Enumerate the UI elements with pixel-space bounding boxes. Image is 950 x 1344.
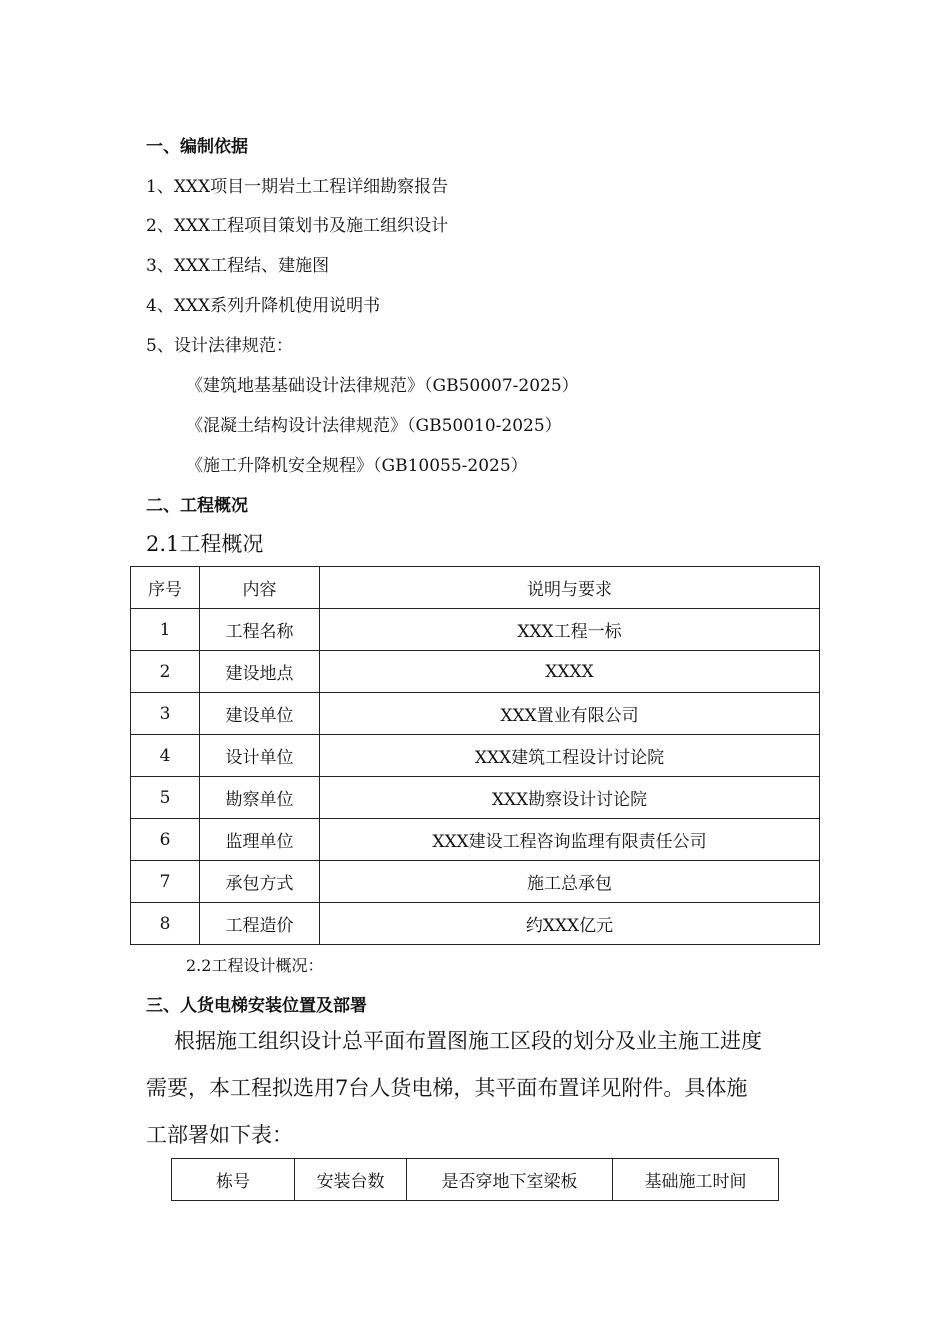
table-cell: 4: [131, 735, 200, 777]
code-item-3: 《施工升降机安全规程》（GB10055-2025）: [186, 456, 528, 476]
table-cell: 工程名称: [200, 609, 320, 651]
table-cell: 6: [131, 819, 200, 861]
basis-item-4: 4、XXX系列升降机使用说明书: [146, 296, 381, 316]
column-header: 栋号: [172, 1159, 295, 1201]
subsection-2-2-heading: 2.2工程设计概况：: [186, 956, 324, 975]
table-cell: 8: [131, 903, 200, 945]
table-cell: XXX工程一标: [320, 609, 820, 651]
table-cell: 施工总承包: [320, 861, 820, 903]
table-cell: 工程造价: [200, 903, 320, 945]
table-header-row: [131, 567, 820, 609]
paragraph-line-3: 工部署如下表：: [146, 1123, 293, 1147]
table-row: [131, 693, 820, 735]
table-cell: 承包方式: [200, 861, 320, 903]
table-cell: 设计单位: [200, 735, 320, 777]
table-cell: XXX建筑工程设计讨论院: [320, 735, 820, 777]
code-item-2: 《混凝土结构设计法律规范》（GB50010-2025）: [186, 416, 562, 436]
table-cell: XXX建设工程咨询监理有限责任公司: [320, 819, 820, 861]
table-row: [131, 777, 820, 819]
table-cell: 7: [131, 861, 200, 903]
table-row: [131, 735, 820, 777]
table-row: [131, 609, 820, 651]
table-cell: 建设单位: [200, 693, 320, 735]
table-row: [131, 861, 820, 903]
column-header: 安装台数: [295, 1159, 407, 1201]
basis-item-2: 2、XXX工程项目策划书及施工组织设计: [146, 216, 449, 236]
basis-item-3: 3、XXX工程结、建施图: [146, 256, 330, 276]
table-cell: 勘察单位: [200, 777, 320, 819]
column-header: 基础施工时间: [613, 1159, 779, 1201]
paragraph-line-2: 需要，本工程拟选用7台人货电梯，其平面布置详见附件。具体施: [146, 1076, 748, 1100]
table-cell: XXX勘察设计讨论院: [320, 777, 820, 819]
table-cell: XXXX: [320, 651, 820, 693]
table-row: [131, 903, 820, 945]
table-cell: XXX置业有限公司: [320, 693, 820, 735]
basis-item-5: 5、设计法律规范：: [146, 336, 293, 356]
table-cell: 1: [131, 609, 200, 651]
table-cell: 监理单位: [200, 819, 320, 861]
table-row: [131, 819, 820, 861]
table-cell: 2: [131, 651, 200, 693]
section-1-heading: 一、编制依据: [146, 137, 248, 157]
table-cell: 3: [131, 693, 200, 735]
basis-item-1: 1、XXX项目一期岩土工程详细勘察报告: [146, 177, 449, 197]
table-row: [131, 651, 820, 693]
code-item-1: 《建筑地基基础设计法律规范》（GB50007-2025）: [186, 376, 579, 396]
paragraph-line-1: 根据施工组织设计总平面布置图施工区段的划分及业主施工进度: [174, 1029, 762, 1053]
section-2-heading: 二、工程概况: [146, 496, 248, 516]
subsection-2-1-heading: 2.1工程概况: [146, 532, 264, 556]
column-header: 说明与要求: [320, 567, 820, 609]
table-header-row: [172, 1159, 779, 1201]
column-header: 是否穿地下室梁板: [407, 1159, 613, 1201]
column-header: 序号: [131, 567, 200, 609]
column-header: 内容: [200, 567, 320, 609]
project-overview-table: [130, 566, 820, 945]
table-cell: 约XXX亿元: [320, 903, 820, 945]
elevator-deployment-table: [171, 1158, 779, 1201]
section-3-heading: 三、人货电梯安装位置及部署: [146, 996, 367, 1016]
table-cell: 建设地点: [200, 651, 320, 693]
table-cell: 5: [131, 777, 200, 819]
